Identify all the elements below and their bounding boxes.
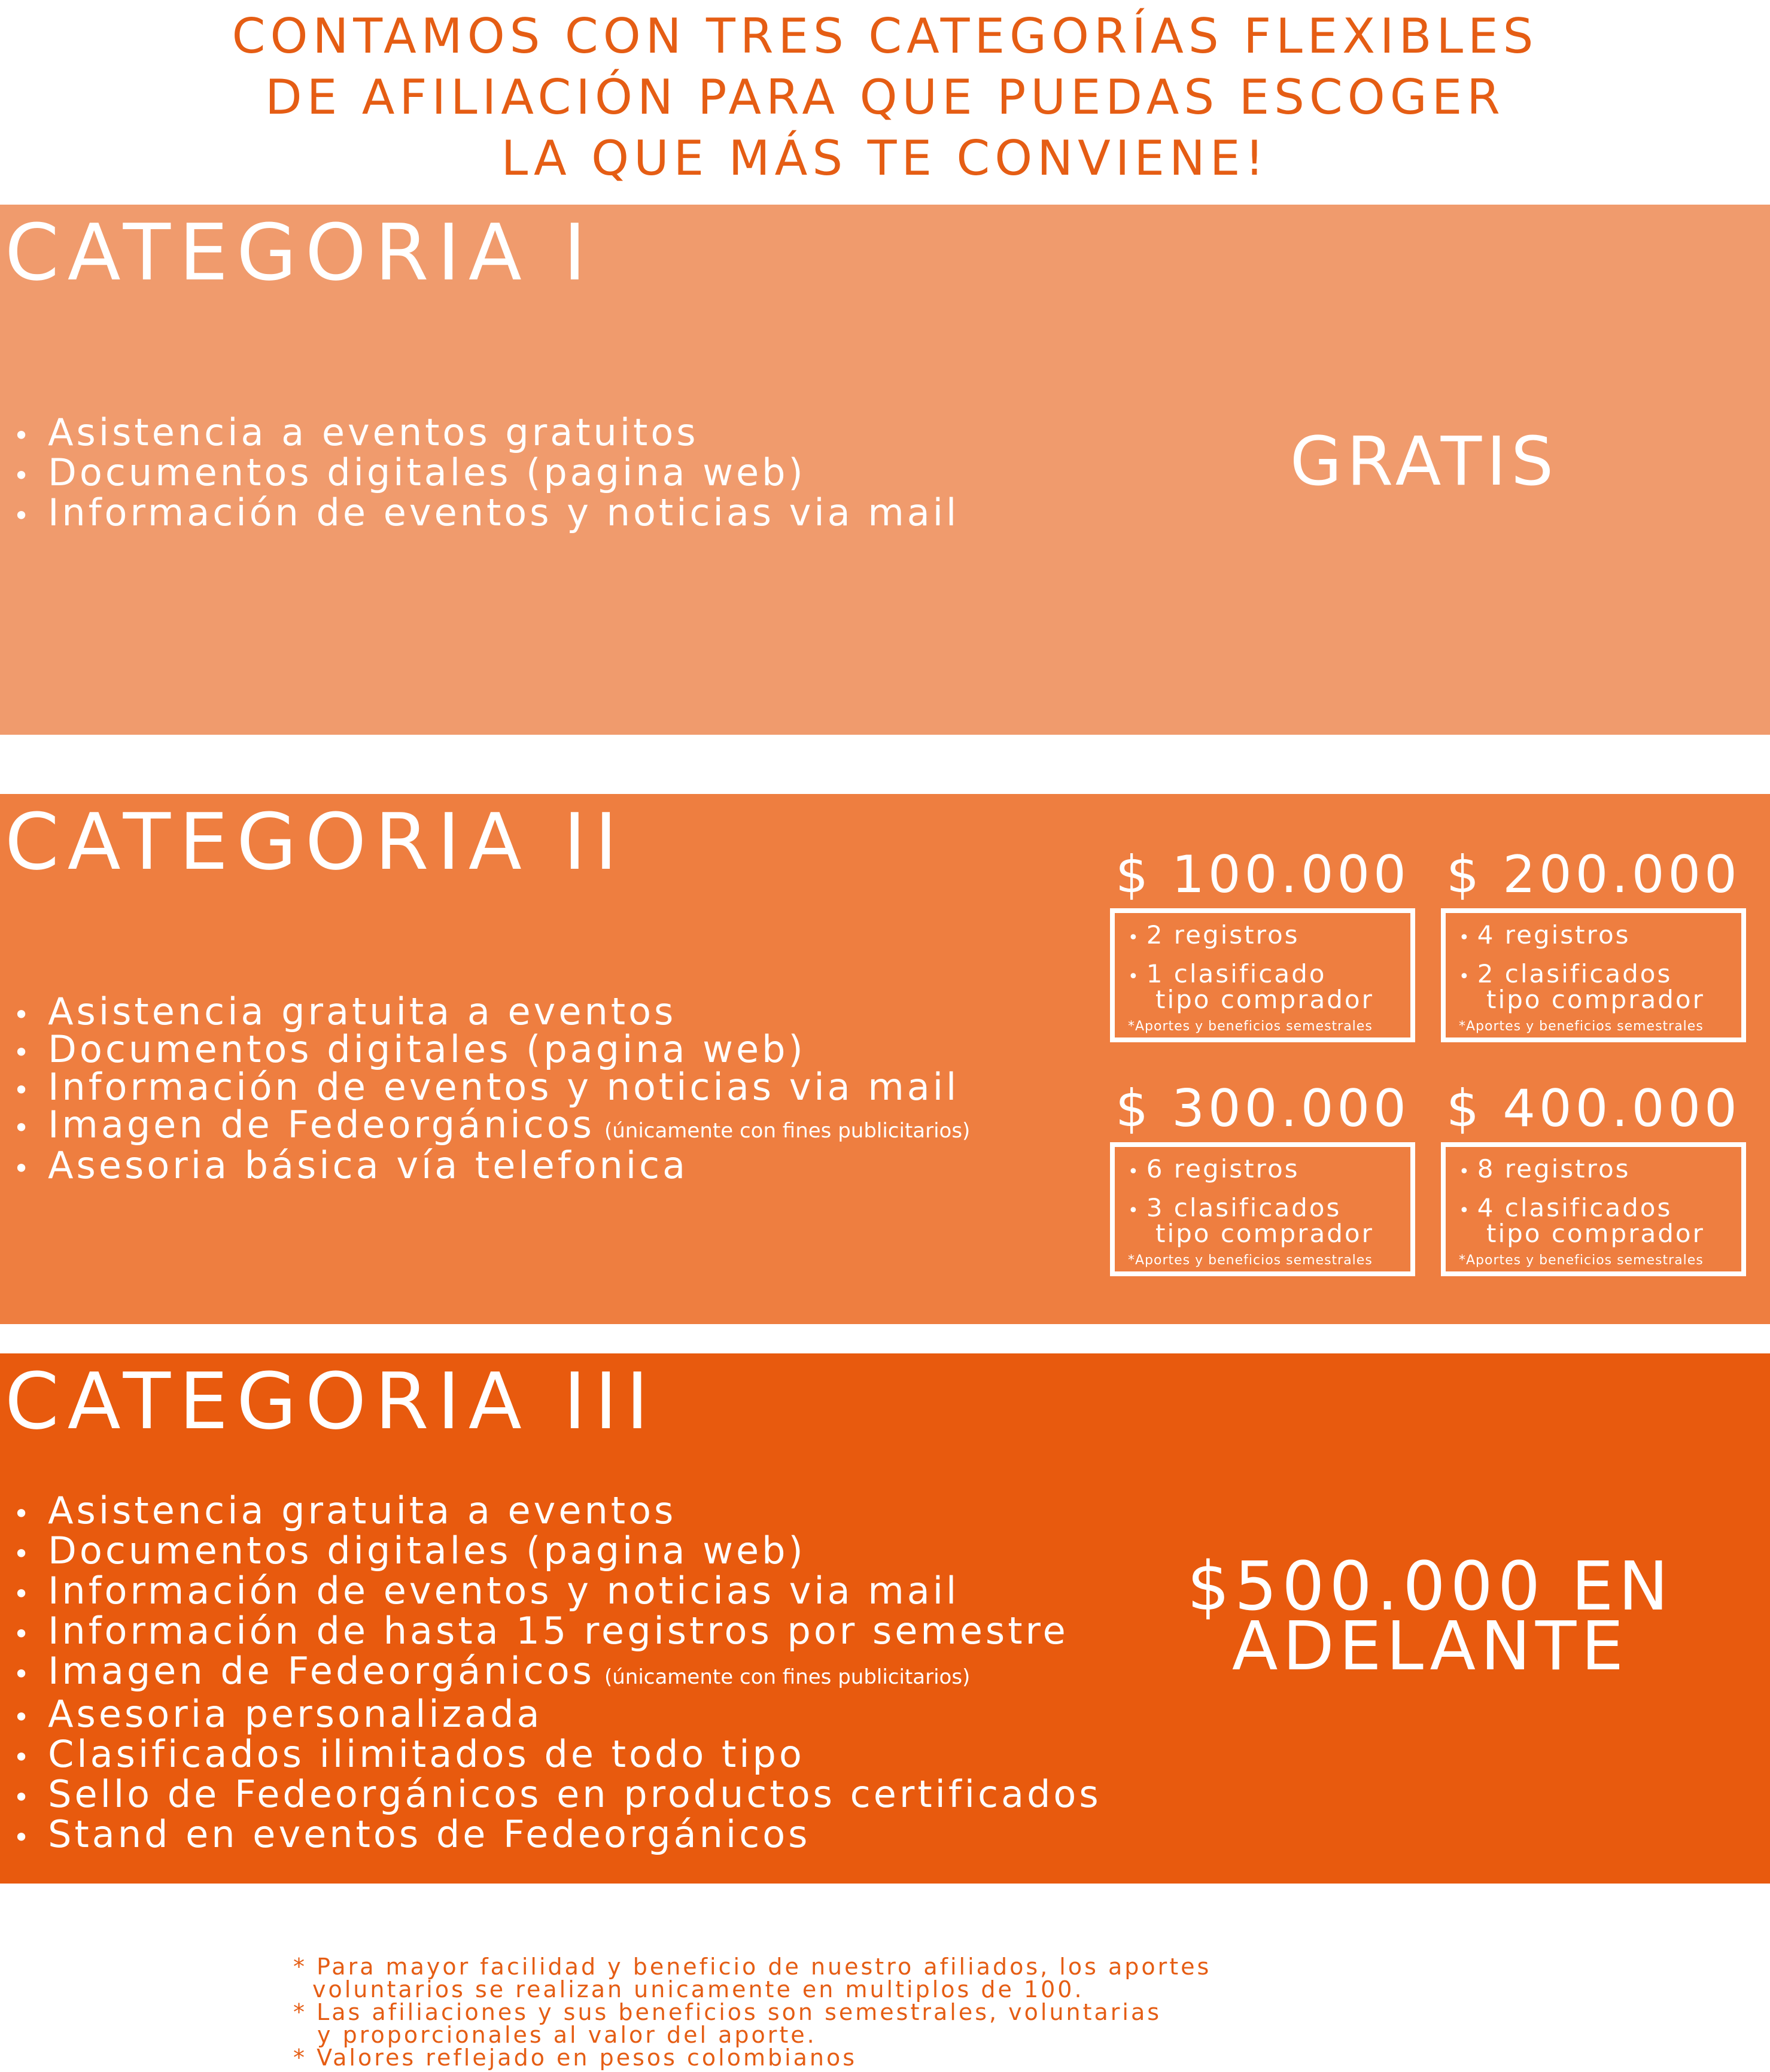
category-2-title: CATEGORIA II [5, 796, 626, 887]
tier-price: $ 300.000 [1115, 1079, 1410, 1139]
feature-item: • Asistencia gratuita a eventos [13, 1492, 1102, 1532]
tier-clasificado: 4 clasificados [1477, 1193, 1672, 1222]
price-tier [1441, 1079, 1746, 1276]
category-1-panel [0, 205, 1770, 735]
category-3-price [1125, 1548, 1735, 1685]
tier-clasificado-type: tipo comprador [1155, 985, 1374, 1014]
category-3-title: CATEGORIA III [5, 1356, 658, 1447]
tier-note: *Aportes y beneficios semestrales [1128, 1019, 1373, 1034]
feature-item: • Información de eventos y noticias via mail [13, 1572, 1102, 1612]
tier-box: • 8 registros • 4 clasificados tipo comprador *Aportes y beneficios semestrales [1441, 1142, 1746, 1276]
footer-notes [293, 1955, 1211, 2069]
footer-note: voluntarios se realizan unicamente en multiplos de 100. [312, 1976, 1084, 2003]
footer-note: * Las afiliaciones y sus beneficios son semestrales, voluntarias [293, 1999, 1162, 2025]
tier-box: • 4 registros • 2 clasificados tipo comprador *Aportes y beneficios semestrales [1441, 908, 1746, 1042]
tier-clasificado-type: tipo comprador [1486, 1219, 1705, 1248]
tier-clasificado-type: tipo comprador [1155, 1219, 1374, 1248]
tier-box: • 6 registros • 3 clasificados tipo comprador *Aportes y beneficios semestrales [1110, 1142, 1415, 1276]
feature-item: • Documentos digitales (pagina web) [13, 1032, 970, 1070]
category-3-panel [0, 1353, 1770, 1884]
page-header [0, 0, 1770, 191]
tier-clasificado: 1 clasificado [1146, 959, 1327, 988]
feature-item: • Stand en eventos de Fedeorgánicos [13, 1816, 1102, 1856]
feature-item: • Sello de Fedeorgánicos en productos certificados [13, 1776, 1102, 1816]
price-line: $500.000 EN [1187, 1548, 1674, 1626]
category-3-features [13, 1489, 1102, 1856]
feature-item: • Asesoria básica vía telefonica [13, 1148, 970, 1186]
feature-item: • Documentos digitales (pagina web) [13, 454, 959, 494]
category-1-features [13, 410, 960, 534]
tier-note: *Aportes y beneficios semestrales [1128, 1253, 1373, 1268]
tier-clasificado: 2 clasificados [1477, 959, 1672, 988]
footer-note: y proporcionales al valor del aporte. [317, 2022, 817, 2048]
category-1-title: CATEGORIA I [5, 207, 595, 298]
tier-price: $ 100.000 [1115, 845, 1410, 905]
feature-item: • Información de eventos y noticias via mail [13, 494, 959, 534]
feature-note: (únicamente con fines publicitarios) [604, 1119, 971, 1143]
footer-note: * Para mayor facilidad y beneficio de nuestro afiliados, los aportes [293, 1954, 1212, 1980]
footer-note: * Valores reflejado en pesos colombianos [293, 2044, 857, 2071]
category-2-panel [0, 794, 1770, 1324]
tier-box: • 2 registros • 1 clasificado tipo comprador *Aportes y beneficios semestrales [1110, 908, 1415, 1042]
tier-price: $ 400.000 [1446, 1079, 1741, 1139]
category-2-features [13, 990, 971, 1187]
tier-registros: 8 registros [1477, 1154, 1631, 1183]
tier-clasificado: 3 clasificados [1146, 1193, 1342, 1222]
price-line: ADELANTE [1231, 1608, 1629, 1685]
feature-note: (únicamente con fines publicitarios) [604, 1665, 971, 1689]
tier-note: *Aportes y beneficios semestrales [1459, 1253, 1704, 1268]
header-line: CONTAMOS CON TRES CATEGORÍAS FLEXIBLES [232, 8, 1538, 64]
tier-registros: 6 registros [1146, 1154, 1300, 1183]
feature-item: • Imagen de Fedeorgánicos (únicamente con fines publicitarios) [13, 1653, 1102, 1696]
feature-item: • Asesoria personalizada [13, 1696, 1102, 1736]
price-line: GRATIS [1290, 423, 1559, 501]
tier-clasificado-type: tipo comprador [1486, 985, 1705, 1014]
price-tier [1110, 1079, 1415, 1276]
feature-item: • Imagen de Fedeorgánicos (únicamente con fines publicitarios) [13, 1107, 970, 1148]
header-line: DE AFILIACIÓN PARA QUE PUEDAS ESCOGER [265, 69, 1505, 125]
feature-item: • Clasificados ilimitados de todo tipo [13, 1736, 1102, 1776]
feature-item: • Asistencia a eventos gratuitos [13, 414, 959, 454]
tier-registros: 4 registros [1477, 920, 1631, 950]
price-tier [1110, 845, 1415, 1042]
tier-note: *Aportes y beneficios semestrales [1459, 1019, 1704, 1034]
price-tier [1441, 845, 1746, 1042]
feature-item: • Asistencia gratuita a eventos [13, 994, 970, 1032]
feature-item: • Documentos digitales (pagina web) [13, 1532, 1102, 1572]
feature-item: • Información de eventos y noticias via mail [13, 1070, 970, 1107]
header-line: LA QUE MÁS TE CONVIENE! [501, 130, 1269, 186]
feature-item: • Información de hasta 15 registros por semestre [13, 1612, 1102, 1653]
category-1-price [1185, 423, 1663, 501]
tier-registros: 2 registros [1146, 920, 1300, 950]
tier-price: $ 200.000 [1446, 845, 1741, 905]
